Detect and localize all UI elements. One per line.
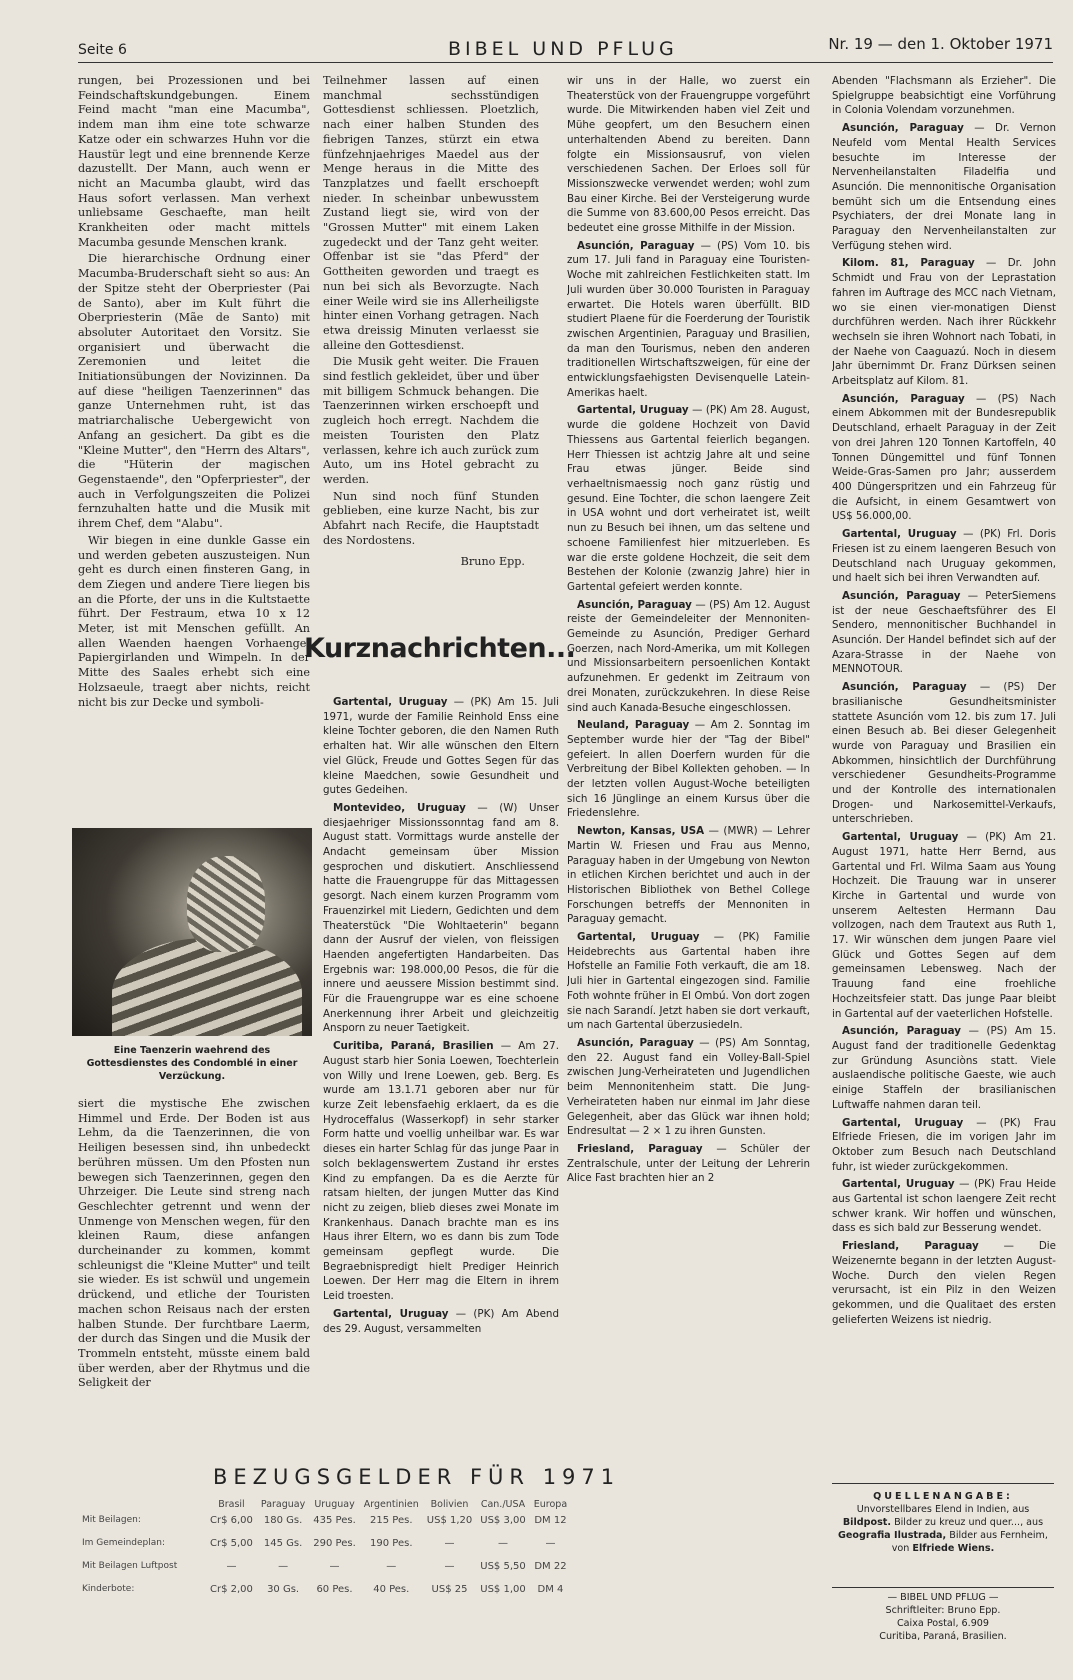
news-item [567,930,810,1033]
news-item [567,1036,810,1139]
dancer-head [187,856,265,952]
news-item [832,1116,1056,1175]
issue-date: Nr. 19 — den 1. Oktober 1971 [828,35,1053,53]
news-place: Asunción, Paraguay [577,598,692,611]
news-text: — Am 27. August starb hier Sonia Loewen, Toechterlein von Willy und Irene Loewen, geb. Berg. Es wurde am 13.1.71 geboren aber nur für kurze Zeit lebensfaehig erklaert, da es die Hydroceffalus (Wasserkopf) in sehr starker Form hatte und voellig unheilbar war. Es war dieses ein harter Schlag für das junge Paar in solch beklagenswertem Zustand ihr erstes Kind zu empfangen. Da es die Aerzte für ratsam hielten, der jungen Mutter das Kind nicht zu zeigen, blieb dieses zwei Monate im Krankenhaus. Danach brachte man es ins Haus ihrer Eltern, wo es dann bis zum Tode gemeinsam gepflegt wurde. Die Begraebnispredigt hielt Prediger Heinrich Loewen. Der Herr mag die Eltern in ihrem Leid troesten. [323,1040,559,1303]
news-place: Friesland, Paraguay [842,1240,979,1253]
article-paragraph: Wir biegen in eine dunkle Gasse ein und werden gebeten auszusteigen. Nun geht es durch einen finsteren Gang, in dem Ziegen und andere Tiere liegen bis an die Pforte, der uns in die Kultstaette führt. Der Festraum, etwa 10 x 12 Meter, ist mit Menschen gefüllt. An allen Waenden haengen Vorhaenge, Papiergirlanden und Wimpeln. In der Mitte des Saales erhebt sich eine Holzsaeule, traegt aber nichts, reicht nicht bis zur Decke und symboli- [78,533,310,709]
table-row [78,1561,571,1584]
dancer-photo [72,828,312,1036]
news-text: — (PS) Nach einem Abkommen mit der Bundesrepublik Deutschland, erhaelt Paraguay in der Zeit von drei Jahren 120 Tonnen Kartoffeln, 40 Tonnen Düngemittel und fünf Tonnen Weide-Gras-Samen pro Jahr; ausserdem 400 Düngerspritzen und ein Fahrzeug für die Aufsicht, in einem Gesamtwert von US$ 56.000,00. [832,392,1056,523]
table-cell: — [226,1561,237,1572]
news-place: Asunción, Paraguay [577,1037,694,1049]
news-text: — (PK) Frau Heide aus Gartental ist schon laengere Zeit recht schwer krank. Wir hoffen und wünschen, dass es sich bald zur Besserung wendet. [832,1178,1056,1235]
news-place: Gartental, Uruguay [333,1307,449,1320]
news-text: — (PS) Am 12. August reiste der Gemeindeleiter der Mennoniten-Gemeinde zu Asunción, Prediger Gerhard Goerzen, nach Nord-Amerika, um mit Kollegen und Missionsarbeitern persoenlichen Kontakt aufzunehmen. Er gedenkt im Zeitraum von drei Monaten, zurückzukehren. In diese Reise sind auch Kanada-Besuche eingeschlossen. [567,598,810,714]
table-row [78,1515,571,1538]
news-place: Asunción, Paraguay [842,1025,961,1038]
news-item [832,680,1056,827]
source-credits-title: QUELLENANGABE: [873,1491,1013,1502]
news-text: — PeterSiemens ist der neue Geschaeftsführer des El Sendero, mennonitischer Buchhandel in Asunción. Der Handel befindet sich auf der Azara-Strasse in der Naehe von MENNOTOUR. [832,589,1056,676]
row-label: Kinderbote: [82,1584,135,1594]
table-cell: 190 Pes. [370,1538,413,1549]
news-item [832,527,1056,586]
source-name: Bildpost. [842,1517,892,1528]
subscription-prices [78,1465,818,1665]
news-place: Gartental, Uruguay [577,404,689,417]
article-paragraph: siert die mystische Ehe zwischen Himmel und Erde. Der Boden ist aus Lehm, da die Taenzerinnen, die von Heiligen besessen sind, ihn unbedeckt berühren müssen. Um den Pfosten nun bewegen sich Taenzerinnen, gegen den Uhrzeiger. Die Leute sind streng nach Geschlechter getrennt und wenn der Unmenge von Menschen wegen, für den kleinen Raum, diese anfangen durcheinander zu kommen, kommt schleunigst die "Kleine Mutter" und teilt sie wieder. Es ist schwül und ungemein drückend, und etliche der Touristen machen schon Reisaus nach der ersten halben Stunde. Der furchtbare Laerm, der durch das Singen und die Musik der Trommeln entsteht, müsste einem bald über werden, aber der Rhytmus und die Seligkeit der [78,1097,310,1390]
news-item [567,718,810,821]
news-item [323,1307,559,1336]
news-text: wir uns in der Halle, wo zuerst ein Theaterstück von der Frauengruppe vorgeführt wurde. Die Mitwirkenden haben viel Zeit und Mühe geopfert, um den Besuchern einen unterhaltenden Abend zu bereiten. Dann folgte ein Missionsausruf, von vielen verschiedenen Sachen. Der Erloes soll für Missionszwecke verwendet werden; wohl zum Bau einer Kirche. Bei der Versteigerung wurde die Summe von 83.600,00 Pesos erreicht. Das bedeutet eine grosse Mithilfe in der Mission. [567,75,810,235]
news-text: — (PS) Am 15. August fand der traditionelle Gedenktag zur Gründung Asunciòns statt. Viele auslaendische politische Gaeste, wie auch einige Staffeln der brasilianischen Luftwaffe nahmen daran teil. [832,1025,1056,1111]
news-text: — Am 2. Sonntag im September wurde hier der "Tag der Bibel" gefeiert. In allen Doerfern wurden für die Verbreitung der Bibel Kollekten gehoben. — In der letzten vollen August-Woche beteiligten sich 16 Jünglinge an einem Kursus über die Friedenslehre. [567,719,810,820]
news-place: Asunción, Paraguay [577,239,695,252]
article-column-2 [323,74,539,634]
source-name: Geografia Ilustrada, [838,1530,947,1541]
imprint-editor: Schriftleiter: Bruno Epp. [885,1605,1001,1616]
source-author: Elfriede Wiens. [912,1543,995,1554]
table-cell: US$ 3,00 [480,1515,526,1526]
news-text: — Schüler der Zentralschule, unter der Leitung der Lehrerin Alice Fast brachten hier an 2 [567,1142,810,1185]
table-cell: US$ 5,50 [480,1561,526,1572]
news-item [832,1239,1056,1327]
news-text: — Dr. John Schmidt und Frau von der Leprastation fahren im Auftrage des MCC nach Vietnam, wo sie einen vier-monatigen Dienst durchführen werden. Nach ihrer Rückkehr wechseln sie ihren Wohnort nach Tobati, in der Naehe von Caaguazú. Noch in diesem Jahr übernimmt Dr. Franz Dürksen seinen Arbeitsplatz auf Kilom. 81. [832,257,1056,388]
table-cell: — [444,1561,455,1572]
news-text: — (PK) Frl. Doris Friesen ist zu einem laengeren Besuch von Deutschland nach Uruguay gekommen, und haelt sich bei ihren Verwandten auf. [832,528,1056,585]
page-header [78,30,1053,63]
news-place: Gartental, Uruguay [333,696,448,708]
article-column-1-continued [78,1097,310,1457]
source-line: Unvorstellbares Elend in Indien, aus [856,1504,1030,1515]
table-cell: 145 Gs. [263,1538,303,1549]
page-number: Seite 6 [78,42,127,58]
news-place: Kilom. 81, Paraguay [842,257,975,270]
news-text: — (PS) Der brasilianische Gesundheitsminister stattete Asunción vom 12. bis zum 17. Juli einen Besuch ab. Bei dieser Gelegenheit wurde von Paraguay und Brasilien ein Abkommen, hinsichtlich der Durchführung verschiedener Gesundheits-Programme und der Kontrolle des internationalen Drogen- und Narkosemittel-Verkaufs, unterschrieben. [832,681,1056,826]
table-row [78,1538,571,1561]
news-place: Asunción, Paraguay [842,589,961,602]
table-cell: 60 Pes. [316,1584,353,1595]
section-heading-kurznachrichten: Kurznachrichten... [304,633,576,664]
news-text: — (PK) Am 28. August, wurde die goldene Hochzeit von David Thiessens aus Gartental feierlich begangen. Herr Thiessen ist achtzig Jahre alt und seine Frau etwas jünger. Beide sind verhaeltnismaessig noch ganz rüstig und gesund. Eine Tochter, die schon laengere Zeit in USA wohnt und dort verheiratet ist, weilt nun zu Besuch bei ihnen, um das seltene und schoene Familienfest hier mitzuerleben. Es war die erste goldene Hochzeit, die seit dem Bestehen der Kolonie (zwanzig Jahre) hier in Gartental gefeiert werden konnte. [567,404,810,593]
news-item [567,74,810,236]
table-cell: 40 Pes. [373,1584,410,1595]
news-place: Gartental, Uruguay [842,1178,955,1191]
table-cell: US$ 1,20 [426,1515,473,1526]
column-header: Can./USA [480,1499,526,1510]
news-item [832,256,1056,388]
table-cell: — [498,1538,508,1549]
column-header: Brasil [218,1499,245,1510]
subscription-table [78,1499,571,1607]
news-place: Montevideo, Uruguay [333,801,466,814]
article-column-1 [78,74,310,1264]
table-cell: — [444,1538,455,1549]
article-paragraph: Nun sind noch fünf Stunden geblieben, eine kurze Nacht, bis zur Abfahrt nach Recife, die Hauptstadt des Nordostens. [323,489,539,547]
column-header: Argentinien [363,1499,419,1510]
news-text: — (MWR) — Lehrer Martin W. Friesen und Frau aus Menno, Paraguay haben in der Umgebung von Newton in etlichen Kirchen berichtet und auch in der Historischen Bibliothek von Bethel College Forschungen betreffs der Mennoniten in Paraguay gemacht. [567,825,810,926]
row-label: Mit Beilagen: [82,1515,141,1525]
column-header: Uruguay [314,1499,355,1510]
source-text: Bilder aus Fernheim, von [891,1530,1048,1554]
source-line [832,1516,1054,1529]
news-text: — Die Weizenernte begann in der letzten August-Woche. Durch den vielen Regen verursacht, ist ein Pilz in den Weizen gekommen, und die Qualitaet des ersten gelieferten Weizens ist niedrig. [832,1240,1056,1326]
news-item [832,121,1056,253]
news-text: — (PK) Am 15. Juli 1971, wurde der Familie Reinhold Enss eine kleine Tochter geboren, die den Namen Ruth erhalten hat. Wir alle wünschen den Eltern viel Glück, Freude und Gottes Segen für das kleine Maedchen, sowie Gesundheit und gutes Gedeihen. [323,696,559,797]
source-text: Bilder zu kreuz und quer..., aus [891,1517,1044,1528]
news-text: — (PK) Familie Heidebrechts aus Gartental haben ihre Hofstelle an Familie Foth verkauft, die am 18. Juli hier in Gartental eingezogen sind. Familie Foth wohnte früher in El Ombú. Von dort zogen sie nach Sarandí. Jetzt haben sie dort verkauft, um nach Gartental überzusiedeln. [567,931,810,1032]
news-item [832,830,1056,1021]
news-place: Newton, Kansas, USA [577,825,705,838]
table-cell: US$ 25 [431,1584,468,1595]
news-place: Gartental, Uruguay [842,1116,964,1129]
news-item [323,1039,559,1304]
news-item [832,1177,1056,1236]
article-paragraph: Teilnehmer lassen auf einen manchmal sechsstündigen Gottesdienst schliessen. Ploetzlich, nach einer halben Stunden des fiebrigen Tanzes, stürzt ein etwa fünfzehnjaehriges Maedel aus der Menge heraus in die Mitte des Tanzplatzes und faellt erschoepft nieder. In scheinbar unbewusstem Zustand liegt sie, wird von der "Grossen Mutter" mit einem Laken zugedeckt und der Tanz geht weiter. Offenbar ist sie "das Pferd" der Gottheiten geworden und traegt es nun bei sich als Bevorzugte. Nach einer Weile wird sie ins Allerheiligste hinter einen Vorhang getragen. Nach etwa dreissig Minuten verlaesst sie alleine den Gottesdienst. [323,74,539,352]
article-paragraph: Die hierarchische Ordnung einer Macumba-Bruderschaft sieht so aus: An der Spitze steht der Oberpriester (Pai de Santo), aber im Kult führt die Oberpriesterin (Mãe de Santo) mit absoluter Autoritaet den Vorsitz. Sie organisiert und überwacht die Zeremonien und leitet die Initiationsübungen der Novizinnen. Da auf diese "heiligen Taenzerinnen" das ganze Unternehmen ruht, ist das matriarchalische Uebergewicht von Anfang an gesichert. Da gibt es die "Kleine Mutter", den "Herrn des Altars", die "Hüterin der magischen Gegenstaende", den "Opferpriester", der auch in Verfolgungszeiten die Polizei fernzuhalten hatte und die Musik mit ihrem Chef, dem "Alabu". [78,252,310,531]
table-cell: DM 12 [534,1515,567,1526]
source-line [832,1529,1054,1555]
row-label: Mit Beilagen Luftpost [82,1561,178,1571]
news-text: — (PS) Vom 10. bis zum 17. Juli fand in Paraguay eine Touristen-Woche mit zahlreichen Festlichkeiten statt. Im Juli wurden über 30.000 Touristen in Paraguay erwartet. Die Hotels waren überfüllt. BID studiert Plaene für die Foerderung der Touristik zwischen Argentinien, Paraguay und Brasilien, da man den Tourismus, neben den anderen traditionellen Wirtschaftszweigen, für eine der entwicklungsfaehigsten Devisenquelle Latein-Amerikas haelt. [567,239,810,399]
news-item [567,598,810,716]
news-text: Abenden "Flachsmann als Erzieher". Die Spielgruppe beabsichtigt eine Vorführung in Colonia Volendam vorzunehmen. [832,75,1056,117]
news-text: — (PK) Frau Elfriede Friesen, die im vorigen Jahr im Oktober zum Besuch nach Deutschland fuhr, ist wieder zurückgekommen. [832,1116,1056,1173]
row-label: Im Gemeindeplan: [82,1538,166,1548]
table-cell: DM 4 [537,1584,564,1595]
table-cell: US$ 1,00 [480,1584,526,1595]
news-place: Neuland, Paraguay [577,719,690,732]
news-column-3 [567,74,810,1424]
news-item [832,589,1056,677]
photo-caption: Eine Taenzerin waehrend des Gottesdienstes des Condomblé in einer Verzückung. [86,1045,298,1082]
news-place: Asunción, Paraguay [842,681,967,694]
table-cell: 435 Pes. [313,1515,356,1526]
news-item [323,801,559,1036]
dancer-figure [112,938,302,1036]
table-header-row [78,1499,571,1515]
table-cell: Cr$ 2,00 [210,1584,253,1595]
news-item [567,403,810,594]
article-author: Bruno Epp. [460,554,525,568]
table-cell: Cr$ 6,00 [210,1515,253,1526]
news-place: Asunción, Paraguay [842,122,964,135]
news-item [323,695,559,798]
imprint-box: Caixa Postal, 6.909 [896,1618,990,1629]
table-cell: — [386,1561,397,1572]
news-column-4 [832,74,1056,1459]
table-cell: 180 Gs. [263,1515,303,1526]
column-header: Bolivien [430,1499,469,1510]
news-item [832,74,1056,118]
article-paragraph: Die Musik geht weiter. Die Frauen sind festlich gekleidet, über und über mit billigem Schmuck behangen. Die Taenzerinnen wirken erschoepft und zugleich hoch erregt. Nachdem die meisten Touristen den Platz verlassen, kehre ich auch zurück zum Auto, um ins Hotel gebracht zu werden. [323,355,539,486]
table-cell: DM 22 [534,1561,567,1572]
source-credits [832,1483,1054,1555]
table-cell: Cr$ 5,00 [210,1538,253,1549]
table-cell: 290 Pes. [313,1538,356,1549]
news-place: Gartental, Uruguay [842,528,957,541]
news-place: Curitiba, Paraná, Brasilien [333,1040,494,1053]
table-cell: 215 Pes. [370,1515,413,1526]
column-header: Paraguay [260,1499,306,1510]
news-item [832,392,1056,524]
news-place: Friesland, Paraguay [577,1142,703,1155]
table-cell: — [329,1561,340,1572]
news-column-2 [323,695,559,1455]
table-cell: — [278,1561,289,1572]
table-corner [78,1499,206,1515]
news-text: — (W) Unser diesjaehriger Missionssonntag fand am 8. August statt. Vormittags wurde anstelle der Andacht gemeinsam über Mission gesprochen und diskutiert. Anschliessend hatte die Frauengruppe für das Mittagessen gesorgt. Nach einem kurzen Programm vom Frauenzirkel mit Liedern, Gedichten und dem Theaterstück "Die Wohltaeterin" begann dann der Ausruf der vielen, von fleissigen Haenden angefertigten Handarbeiten. Das Ergebnis war: 198.000,00 Pesos, die für die innere und aeussere Mission bestimmt sind. Für die Frauengruppe war es eine schoene Anerkennung ihrer Arbeit und gleichzeitig Ansporn zu neuer Taetigkeit. [323,801,559,1035]
news-item [832,1024,1056,1112]
news-text: — Dr. Vernon Neufeld vom Mental Health Services besuchte im Interesse der Nervenheilanstalten Filadelfia und Asunción. Die mennonitische Organisation bemüht sich um die Entsendung eines Psychiaters, der drei Monate lang in Paraguay den Nervenheilanstalten zur Verfügung stehen wird. [832,122,1056,252]
imprint-title: — BIBEL UND PFLUG — [887,1592,999,1603]
news-item [567,1142,810,1186]
imprint-city: Curitiba, Paraná, Brasilien. [879,1631,1007,1642]
news-text: — (PS) Am Sonntag, den 22. August fand ein Volley-Ball-Spiel zwischen Jung-Verheirateten und Jugendlichen beim Mennonitenheim statt. Die Jung-Verheirateten haben nur einmal im Jahr diese Gelegenheit, aber das Glück war ihnen hold; Endresultat — 2 × 1 zu ihren Gunsten. [567,1037,810,1138]
article-paragraph: rungen, bei Prozessionen und bei Feindschaftskundgebungen. Einem Feind macht "man eine Macumba", indem man ihm eine tote schwarze Katze oder ein schwarzes Huhn vor die Haustür legt und eine brennende Kerze dazustellt. Der Mann, auch wenn er nicht an Macumba glaubt, wird das Haus sofort verlassen. Man verhext unliebsame Geschaefte, man heilt Krankheiten oder macht mittels Macumba gesunde Menschen krank. [78,74,310,249]
newspaper-title: BIBEL UND PFLUG [448,38,678,60]
table-cell: 30 Gs. [267,1584,300,1595]
news-text: — (PK) Am Abend des 29. August, versammelten [323,1307,559,1335]
news-place: Asunción, Paraguay [842,392,965,405]
news-place: Gartental, Uruguay [577,931,700,944]
column-header: Europa [533,1499,568,1510]
news-text: — (PK) Am 21. August 1971, hatte Herr Bernd, aus Gartental und Frl. Wilma Saam aus Young Hochzeit. Die Trauung war in unserer Kirche in Gartental und wurde von unserem Aeltesten Hermann Dau vollzogen, nach dem Trautext aus Ruth 1, 17. Wir wünschen dem jungen Paare viel Glück und Gottes Segen auf dem gemeinsamen Lebensweg. Nach der Trauung fand eine froehliche Hochzeitsfeier statt. Das junge Paar bleibt in Gartental auf der vaeterlichen Hofstelle. [832,831,1056,1020]
news-item [567,239,810,401]
imprint [832,1587,1054,1643]
news-item [567,824,810,927]
table-cell: — [545,1538,556,1549]
news-place: Gartental, Uruguay [842,831,959,844]
subscription-title: BEZUGSGELDER FÜR 1971 [213,1465,621,1489]
table-row [78,1584,571,1607]
